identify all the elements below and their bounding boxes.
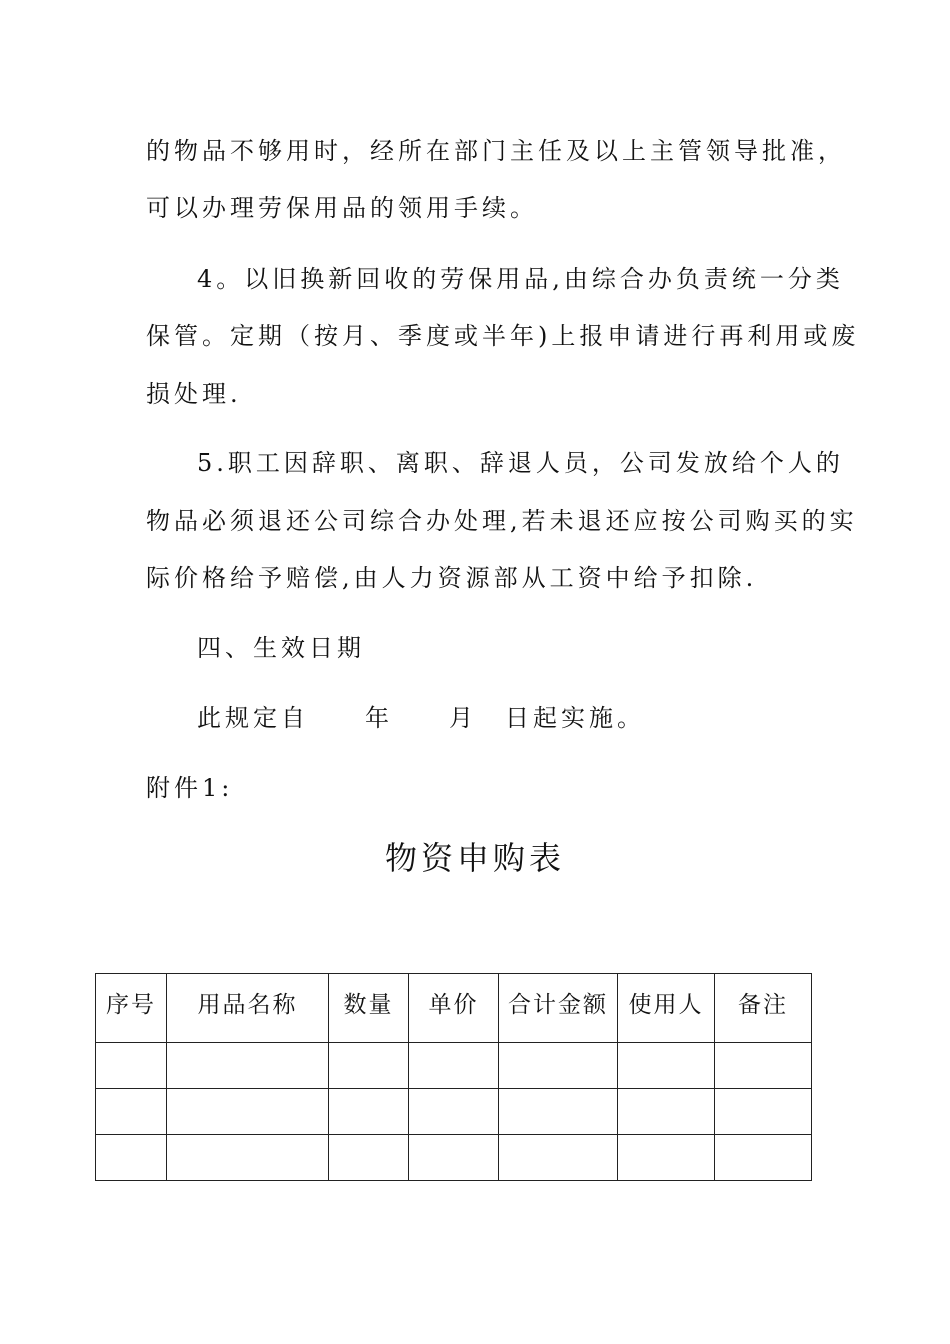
table-cell (167, 1089, 329, 1135)
table-cell (96, 1089, 167, 1135)
section-heading: 四、生效日期 (197, 634, 365, 662)
paragraph-line: 可以办理劳保用品的领用手续。 (146, 194, 538, 222)
header-cell: 序号 (96, 974, 167, 1043)
paragraph-line: 的物品不够用时，经所在部门主任及以上主管领导批准， (146, 137, 846, 165)
table-row (96, 1089, 812, 1135)
header-cell: 单价 (409, 974, 499, 1043)
table-cell (167, 1043, 329, 1089)
table-cell (715, 1135, 812, 1181)
table-cell (409, 1135, 499, 1181)
table-cell (329, 1135, 409, 1181)
table-cell (618, 1135, 715, 1181)
table-cell (499, 1043, 618, 1089)
table-row (96, 1135, 812, 1181)
table-row (96, 1043, 812, 1089)
header-cell: 备注 (715, 974, 812, 1043)
table-cell (715, 1043, 812, 1089)
table-cell (715, 1089, 812, 1135)
table-cell (618, 1089, 715, 1135)
header-cell: 用品名称 (167, 974, 329, 1043)
paragraph-line: 5.职工因辞职、离职、辞退人员，公司发放给个人的 (197, 449, 844, 477)
paragraph-line: 4。以旧换新回收的劳保用品,由综合办负责统一分类 (197, 265, 844, 293)
header-cell: 合计金额 (499, 974, 618, 1043)
paragraph-line: 损处理. (146, 380, 242, 408)
paragraph-line: 保管。定期（按月、季度或半年)上报申请进行再利用或废 (146, 322, 860, 350)
paragraph-line: 物品必须退还公司综合办处理,若未退还应按公司购买的实 (146, 507, 858, 535)
table-cell (167, 1135, 329, 1181)
table-cell (499, 1089, 618, 1135)
header-cell: 使用人 (618, 974, 715, 1043)
table-cell (499, 1135, 618, 1181)
table-cell (96, 1135, 167, 1181)
table-cell (409, 1043, 499, 1089)
table-cell (618, 1043, 715, 1089)
paragraph-line: 际价格给予赔偿,由人力资源部从工资中给予扣除. (146, 564, 758, 592)
table-title: 物资申购表 (384, 839, 565, 877)
attachment-label: 附件1: (146, 774, 234, 802)
table-cell (329, 1089, 409, 1135)
table-cell (329, 1043, 409, 1089)
table-cell (409, 1089, 499, 1135)
purchase-request-table (95, 973, 812, 1181)
table-cell (96, 1043, 167, 1089)
header-cell: 数量 (329, 974, 409, 1043)
effective-date-line: 此规定自 年 月 日起实施。 (197, 704, 645, 732)
table-header-row (96, 974, 812, 1043)
